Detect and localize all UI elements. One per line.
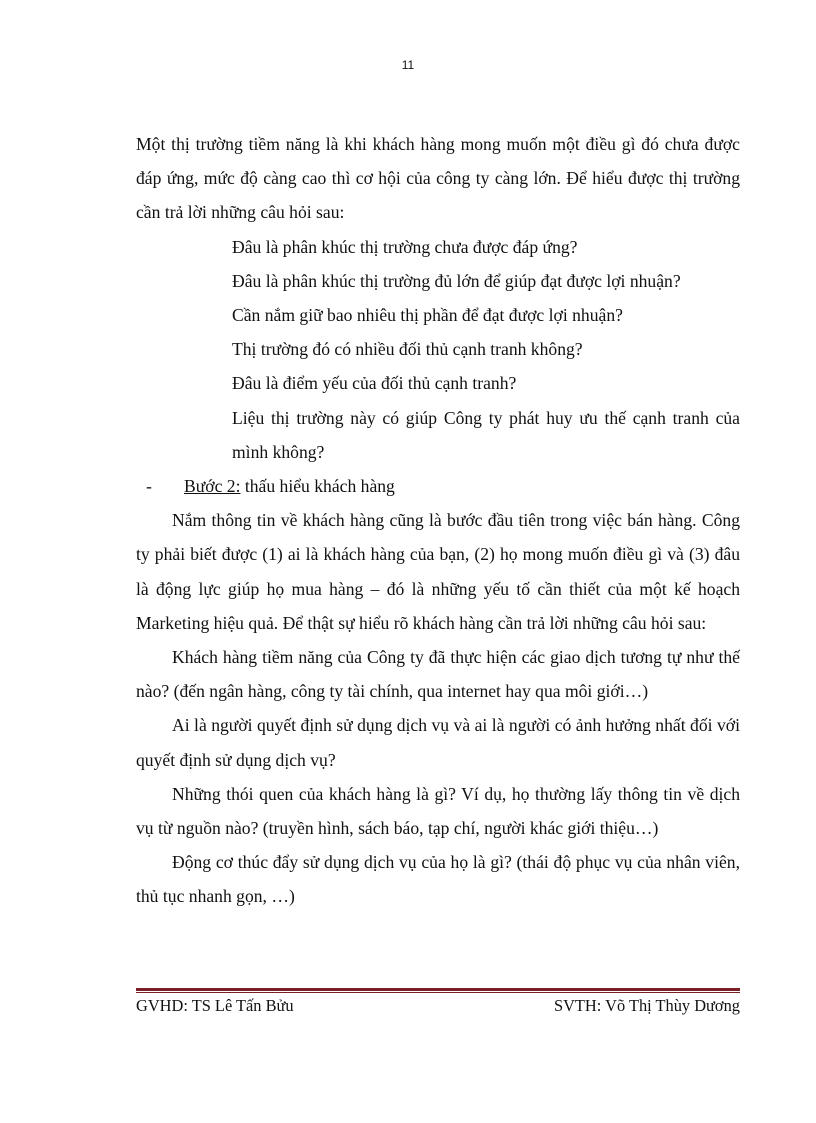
step-title: thấu hiểu khách hàng [240, 476, 395, 497]
list-item: Liệu thị trường này có giúp Công ty phát huy ưu thế cạnh tranh của mình không? [232, 407, 740, 462]
body-text [136, 127, 740, 914]
paragraph: Động cơ thúc đẩy sử dụng dịch vụ của họ là gì? (thái độ phục vụ của nhân viên, thủ tục nhanh gọn, …) [136, 852, 740, 907]
step-label: Bước 2: [184, 476, 241, 497]
footer-student: SVTH: Võ Thị Thùy Dương [553, 996, 740, 1015]
page-number: 11 [401, 58, 415, 72]
list-item: Thị trường đó có nhiều đối thủ cạnh tranh không? [232, 339, 583, 360]
paragraph: Nắm thông tin về khách hàng cũng là bước đầu tiên trong việc bán hàng. Công ty phải biết được (1) ai là khách hàng của bạn, (2) họ mong muốn điều gì và (3) đâu là động lực giúp họ mua hàng – đó là những yếu tố cần thiết của một kế hoạch Marketing hiệu quả. Để thật sự hiểu rõ khách hàng cần trả lời những câu hỏi sau: [136, 510, 740, 633]
market-questions-list [136, 230, 740, 469]
footer-divider [136, 988, 740, 993]
list-item: Cần nắm giữ bao nhiêu thị phần để đạt được lợi nhuận? [232, 305, 623, 326]
paragraph: Khách hàng tiềm năng của Công ty đã thực hiện các giao dịch tương tự như thế nào? (đến ngân hàng, công ty tài chính, qua internet hay qua môi giới…) [136, 647, 740, 702]
step-heading [136, 469, 740, 503]
paragraph: Những thói quen của khách hàng là gì? Ví dụ, họ thường lấy thông tin về dịch vụ từ nguồn nào? (truyền hình, sách báo, tạp chí, người khác giới thiệu…) [136, 783, 740, 839]
list-item: Đâu là điểm yếu của đối thủ cạnh tranh? [232, 373, 517, 394]
intro-paragraph: Một thị trường tiềm năng là khi khách hàng mong muốn một điều gì đó chưa được đáp ứng, mức độ càng cao thì cơ hội của công ty càng lớn. Để hiểu được thị trường cần trả lời những câu hỏi sau: [136, 134, 740, 223]
footer-advisor: GVHD: TS Lê Tấn Bửu [136, 996, 294, 1015]
step-bullet: - [146, 476, 152, 497]
list-item: Đâu là phân khúc thị trường chưa được đáp ứng? [232, 236, 578, 257]
list-item: Đâu là phân khúc thị trường đủ lớn để giúp đạt được lợi nhuận? [232, 270, 681, 291]
page-footer [136, 996, 740, 1016]
paragraph: Ai là người quyết định sử dụng dịch vụ và ai là người có ảnh hưởng nhất đối với quyết định sử dụng dịch vụ? [136, 715, 740, 770]
